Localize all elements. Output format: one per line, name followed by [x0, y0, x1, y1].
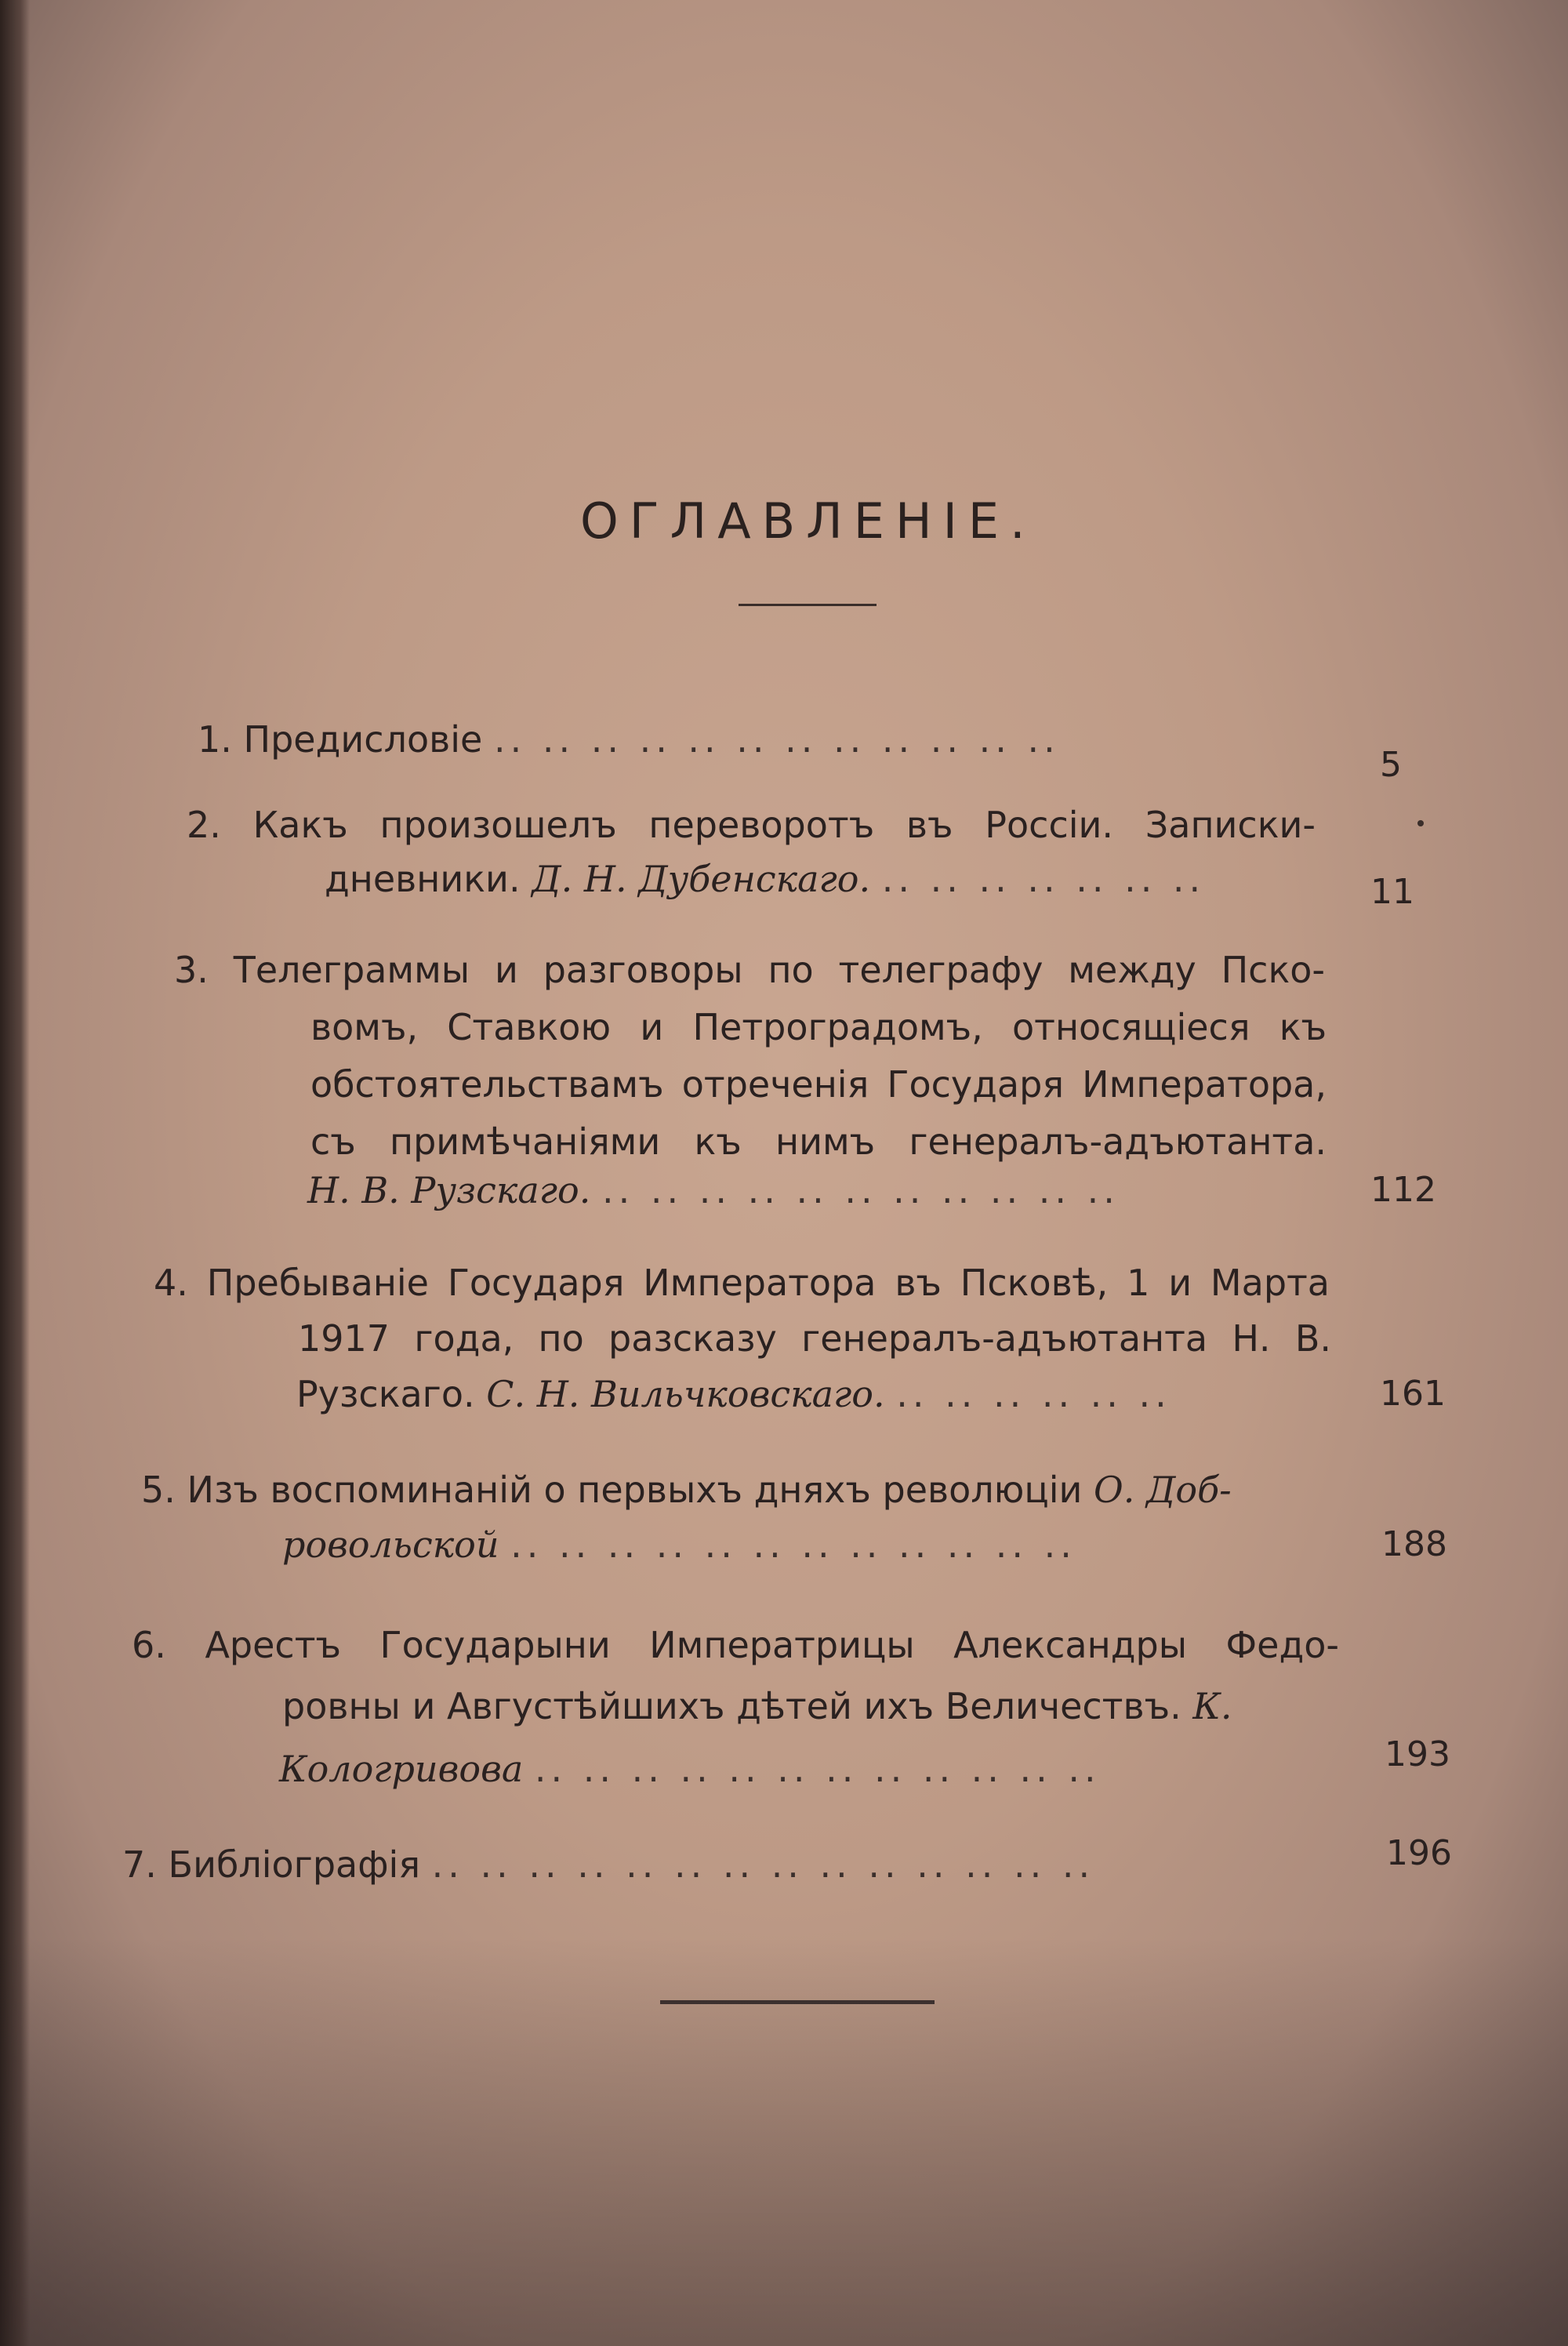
entry-number: 4.: [154, 1262, 188, 1304]
toc-entry-3-line-5: [307, 1168, 1120, 1212]
toc-entry-3-line-1: [174, 948, 1325, 992]
leader-dots: .. .. .. .. .. .. ..: [881, 858, 1206, 900]
toc-entry-7: [122, 1843, 1094, 1887]
entry-title: съ примѣчаніями къ нимъ генералъ-адъютанта.: [310, 1120, 1327, 1163]
entry-title: дневники.: [325, 858, 521, 900]
entry-title: Рузскаго.: [296, 1373, 475, 1415]
entry-author: Н. В. Рузскаго.: [307, 1169, 591, 1211]
toc-entry-6-line-1: [132, 1623, 1339, 1667]
leader-dots: .. .. .. .. .. .. .. .. .. .. .. ..: [534, 1748, 1101, 1790]
toc-entry-2-line-1: [187, 803, 1316, 847]
toc-entry-1: [198, 717, 1060, 761]
entry-title: Какъ произошелъ переворотъ въ Россіи. Записки-: [252, 804, 1316, 846]
toc-entry-6-line-3: [279, 1747, 1101, 1791]
toc-entry-3-line-2: [310, 1005, 1327, 1049]
leader-dots: .. .. .. .. .. .. .. .. .. .. .. ..: [510, 1523, 1076, 1566]
entry-author: С. Н. Вильчковскаго.: [486, 1373, 885, 1415]
end-divider: [660, 2000, 935, 2004]
entry-number: 1.: [198, 718, 232, 761]
page-number: 112: [1370, 1170, 1436, 1210]
toc-entry-5-line-1: [141, 1468, 1232, 1512]
entry-title: вомъ, Ставкою и Петроградомъ, относящіеся къ: [310, 1006, 1327, 1048]
toc-entry-5-line-2: [282, 1523, 1076, 1567]
entry-author: К.: [1192, 1685, 1232, 1727]
entry-author: ровольской: [282, 1523, 499, 1566]
leader-dots: .. .. .. .. .. .. .. .. .. .. .. ..: [493, 718, 1060, 761]
entry-number: 3.: [174, 949, 209, 991]
toc-entry-4-line-3: [296, 1372, 1171, 1416]
leader-dots: .. .. .. .. .. .. .. .. .. .. ..: [601, 1169, 1120, 1211]
entry-title: Арестъ Государыни Императрицы Александры Федо-: [205, 1624, 1339, 1666]
entry-title: обстоятельствамъ отреченія Государя Императора,: [310, 1063, 1327, 1106]
toc-entry-3-line-3: [310, 1062, 1327, 1106]
toc-entry-4-line-2: [298, 1316, 1331, 1360]
entry-title: Телеграммы и разговоры по телеграфу между Пско-: [233, 949, 1325, 991]
entry-author: О. Доб-: [1094, 1469, 1232, 1511]
leader-dots: .. .. .. .. .. .. .. .. .. .. .. .. .. ..: [431, 1843, 1095, 1886]
entry-title: 1917 года, по разсказу генералъ-адъютанта Н. В.: [298, 1317, 1331, 1360]
page-number: 196: [1386, 1833, 1452, 1873]
entry-title: Библіографія: [168, 1843, 420, 1886]
entry-title: Пребываніе Государя Императора въ Псковѣ, 1 и Марта: [206, 1262, 1330, 1304]
entry-author: Кологривова: [279, 1748, 524, 1790]
leader-dots: .. .. .. .. .. ..: [896, 1373, 1171, 1415]
entry-author: Д. Н. Дубенскаго.: [532, 858, 871, 900]
entry-number: 6.: [132, 1624, 166, 1666]
entry-title: Предисловіе: [243, 718, 483, 761]
entry-number: 2.: [187, 804, 221, 846]
entry-title: Изъ воспоминаній о первыхъ дняхъ революціи: [187, 1469, 1083, 1511]
page-number: 11: [1370, 872, 1414, 912]
page-number: 161: [1380, 1374, 1446, 1414]
entry-number: 7.: [122, 1843, 157, 1886]
page-number: 193: [1385, 1734, 1450, 1774]
page-title: ОГЛАВЛЕНІЕ.: [580, 492, 1036, 550]
toc-entry-6-line-2: [282, 1684, 1232, 1728]
page-number: 5: [1380, 745, 1402, 785]
toc-entry-3-line-4: [310, 1120, 1327, 1164]
page-number: 188: [1381, 1524, 1447, 1564]
toc-entry-2-line-2: [325, 857, 1205, 901]
entry-title: ровны и Августѣйшихъ дѣтей ихъ Величествъ.: [282, 1685, 1181, 1727]
toc-entry-4-line-1: [154, 1261, 1330, 1305]
ink-mark: [1417, 820, 1424, 826]
entry-number: 5.: [141, 1469, 176, 1511]
